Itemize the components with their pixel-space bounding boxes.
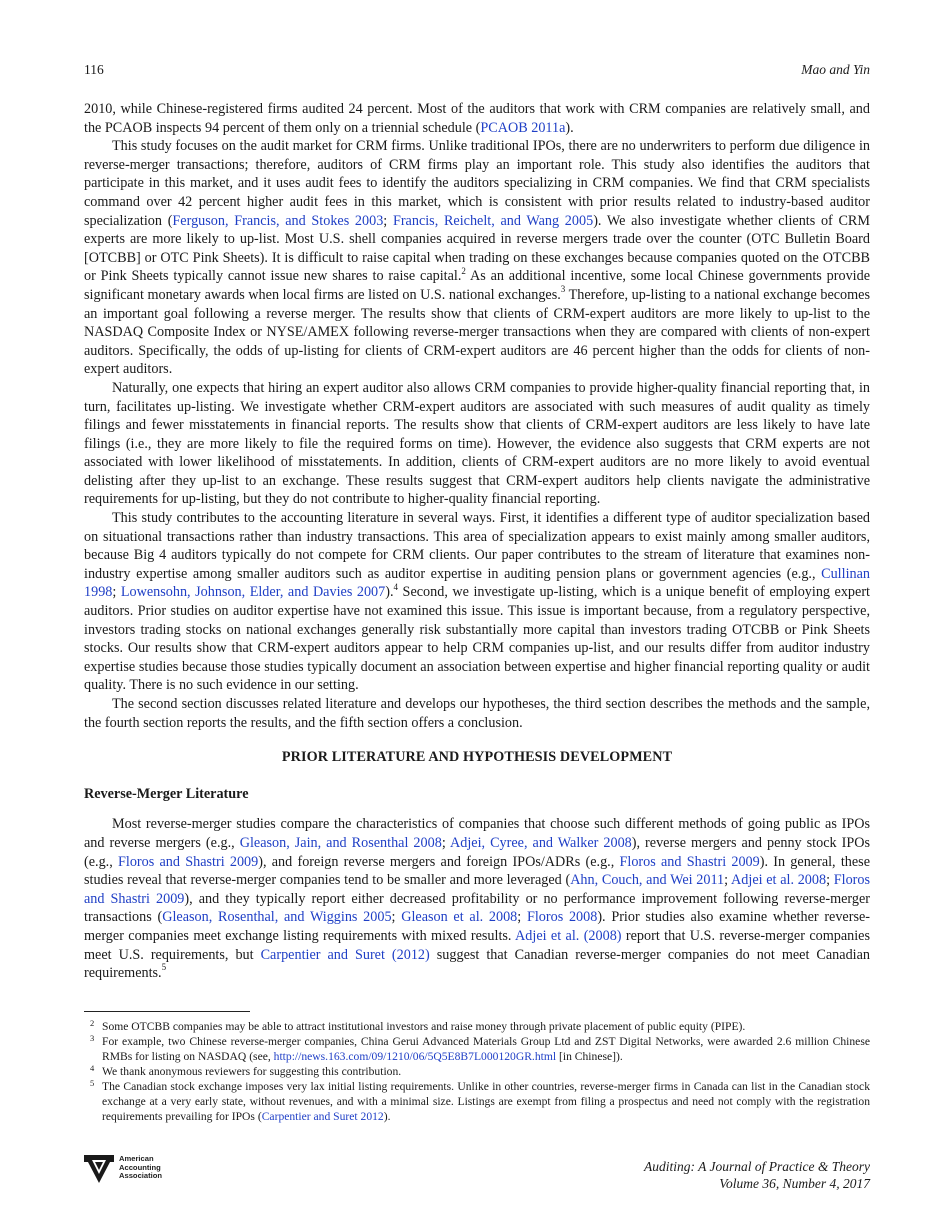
footnotes	[84, 1019, 870, 1124]
citation-link[interactable]: Gleason, Jain, and Rosenthal 2008	[239, 834, 442, 851]
citation-link[interactable]: Floros and Shastri 2009	[619, 853, 760, 870]
footnote-marker[interactable]: 3	[560, 284, 566, 295]
citation-link[interactable]: Lowensohn, Johnson, Elder, and Davies 2007	[120, 584, 386, 601]
citation-link[interactable]: Ahn, Couch, and Wei 2011	[570, 872, 725, 889]
aaa-logo	[84, 1152, 204, 1188]
paragraph: Naturally, one expects that hiring an expert auditor also allows CRM companies to provide higher-quality financial reporting that, in turn, facilitates up-listing. We investigate whether CRM-expert auditors are associated with such measures of audit quality as timely filings and fewer misstatements in financial reports. The results show that clients of CRM-expert auditors are less likely to have late filings (i.e., they are more likely to file the required forms on time). However, the evidence also suggests that CRM experts are not associated with lower likelihood of misstatements. In addition, clients of CRM-expert auditors are no more likely to avoid eventual delisting after they up-list to an exchange. These results suggest that CRM-expert auditors help clients navigate the administrative requirements for up-listing, but they do not contribute to higher-quality financial reporting.	[84, 379, 870, 508]
footnote-marker[interactable]: 2	[461, 265, 466, 276]
footnote: 3 For example, two Chinese reverse-merger companies, China Gerui Advanced Materials Group Ltd and ZST Digital Networks, were awarded 2.6 million Chinese RMBs for listing on NASDAQ (see, http://news.163.com/09/1210/06/5Q5E8B7L000120GR.html [in Chinese]).	[90, 1033, 870, 1063]
paragraph: 2010, while Chinese-registered firms audited 24 percent. Most of the auditors that work with CRM companies are relatively small, and the PCAOB inspects 94 percent of them only on a triennial schedule (PCAOB 2011a).	[84, 101, 870, 136]
citation-link[interactable]: Adjei et al. (2008)	[515, 927, 622, 944]
citation-link[interactable]: Cullinan 1998	[84, 565, 870, 601]
running-head-authors: Mao and Yin	[801, 62, 870, 77]
citation-link[interactable]: Gleason, Rosenthal, and Wiggins 2005	[162, 909, 392, 926]
journal-volume: Volume 36, Number 4, 2017	[719, 1176, 870, 1191]
footnote-divider	[84, 1011, 250, 1012]
aaa-shield-icon	[84, 1152, 114, 1186]
logo-text: American Accounting Association	[119, 1154, 163, 1181]
citation-link[interactable]: Carpentier and Suret (2012)	[260, 946, 430, 963]
citation-link[interactable]: Gleason et al. 2008	[401, 909, 518, 926]
url-link[interactable]: http://news.163.com/09/1210/06/5Q5E8B7L000120GR.html	[273, 1050, 557, 1063]
footnote-number: 4	[90, 1063, 95, 1073]
citation-link[interactable]: Adjei, Cyree, and Walker 2008	[450, 834, 632, 851]
citation-link[interactable]: Floros and Shastri 2009	[84, 872, 870, 907]
citation-link[interactable]: Floros and Shastri 2009	[118, 853, 259, 870]
footnote-number: 3	[90, 1033, 95, 1043]
footnote-marker[interactable]: 4	[393, 581, 399, 592]
paragraph: Most reverse-merger studies compare the characteristics of companies that choose such different methods of going public as IPOs and reverse mergers (e.g., Gleason, Jain, and Rosenthal 2008; Adjei, Cyree, and Walker 2008), reverse mergers and penny stock IPOs (e.g., Floros and Shastri 2009), and foreign reverse mergers and foreign IPOs/ADRs (e.g., Floros and Shastri 2009). In general, these studies reveal that reverse-merger companies tend to be smaller and more leveraged (Ahn, Couch, and Wei 2011; Adjei et al. 2008; Floros and Shastri 2009), and they typically report either decreased profitability or no performance improvement following reverse-merger transactions (Gleason, Rosenthal, and Wiggins 2005; Gleason et al. 2008; Floros 2008). Prior studies also examine whether reverse-merger companies meet exchange listing requirements with mixed results. Adjei et al. (2008) report that U.S. reverse-merger companies meet U.S. requirements, but Carpentier and Suret (2012) suggest that Canadian reverse-merger companies do not meet Canadian requirements.$^5$	[84, 816, 871, 982]
page-number: 116	[84, 62, 104, 77]
citation-link[interactable]: Floros 2008	[526, 909, 598, 926]
journal-title: Auditing: A Journal of Practice & Theory	[644, 1159, 870, 1174]
citation-link[interactable]: Francis, Reichelt, and Wang 2005	[392, 212, 594, 229]
citation-link[interactable]: Carpentier and Suret 2012	[261, 1110, 384, 1123]
section-heading: PRIOR LITERATURE AND HYPOTHESIS DEVELOPMENT	[281, 749, 673, 766]
footnote: 4 We thank anonymous reviewers for suggesting this contribution.	[90, 1063, 402, 1078]
citation-link[interactable]: PCAOB 2011a	[480, 119, 566, 136]
footnote: 5 The Canadian stock exchange imposes very lax initial listing requirements. Unlike in other countries, reverse-merger firms in Canada can list in the Canadian stock exchange at a very early state, without revenues, and with a minimal size. Listings are exempt from filing a prospectus and need not comply with the registration requirements prevailing for IPOs (Carpentier and Suret 2012).	[90, 1078, 870, 1123]
citation-link[interactable]: Adjei et al. 2008	[731, 872, 827, 889]
paragraph: The second section discusses related literature and develops our hypotheses, the third section describes the methods and the sample, the fourth section reports the results, and the fifth section offers a conclusion.	[84, 696, 870, 731]
citation-link[interactable]: Ferguson, Francis, and Stokes 2003	[172, 212, 384, 229]
footnote-number: 2	[90, 1018, 95, 1028]
body-text	[84, 100, 870, 983]
subsection-heading: Reverse-Merger Literature	[84, 785, 249, 802]
paragraph: This study contributes to the accounting literature in several ways. First, it identifies a different type of auditor specialization based on situational transactions rather than industry transactions. This area of specialization appears to exist mainly among smaller auditors, because Big 4 auditors typically do not compete for CRM clients. Our paper contributes to the stream of literature that examines non-industry expertise among smaller auditors such as auditor expertise in auditing pension plans or government agencies (e.g., Cullinan 1998; Lowensohn, Johnson, Elder, and Davies 2007).$^4$ Second, we investigate up-listing, which is a unique benefit of employing expert auditors. Prior studies on auditor expertise have not examined this issue. This issue is important because, from a regulatory perspective, investors trading stocks on national exchanges generally risk substantially more capital than investors trading OTCBB or Pink Sheets stocks. Our results show that CRM-expert auditors appear to help CRM companies up-list, and our results differ from auditor industry expertise studies because those studies typically document an association between expertise and higher financial reporting quality or audit quality. There is no such evidence in our setting.	[84, 510, 870, 694]
journal-footer	[644, 1158, 870, 1192]
paragraph: This study focuses on the audit market for CRM firms. Unlike traditional IPOs, there are no underwriters to perform due diligence in reverse-merger transactions; therefore, auditors of CRM firms play an important role. This study also identifies the auditors that participate in this market, and it uses audit fees to identify the auditors specializing in CRM companies. We find that CRM specialists command over 42 percent higher audit fees in this market, which is consistent with prior results related to industry-based auditor specialization (Ferguson, Francis, and Stokes 2003; Francis, Reichelt, and Wang 2005). We also investigate whether clients of CRM experts are more likely to up-list. Most U.S. shell companies acquired in reverse mergers trade over the counter (OTC Bulletin Board [OTCBB] or OTC Pink Sheets). It is difficult to raise capital when trading on these exchanges because companies quoted on the OTCBB or Pink Sheets typically cannot issue new shares to raise capital.$^2$ As an additional incentive, some local Chinese governments provide significant monetary awards when local firms are listed on U.S. national exchanges.$^3$ Therefore, up-listing to a national exchange becomes an important goal following a reverse merger. The results show that clients of CRM-expert auditors are more likely to up-list to the NASDAQ Composite Index or NYSE/AMEX following reverse-merger transactions when they are compared with clients of non-expert auditors. Specifically, the odds of up-listing for clients of CRM-expert auditors are 46 percent higher than the odds for clients of non-expert auditors.	[84, 138, 870, 378]
footnote: 2 Some OTCBB companies may be able to attract institutional investors and raise money through private placement of public equity (PIPE).	[90, 1018, 746, 1033]
footnote-number: 5	[90, 1078, 95, 1088]
footnote-marker[interactable]: 5	[161, 962, 167, 973]
